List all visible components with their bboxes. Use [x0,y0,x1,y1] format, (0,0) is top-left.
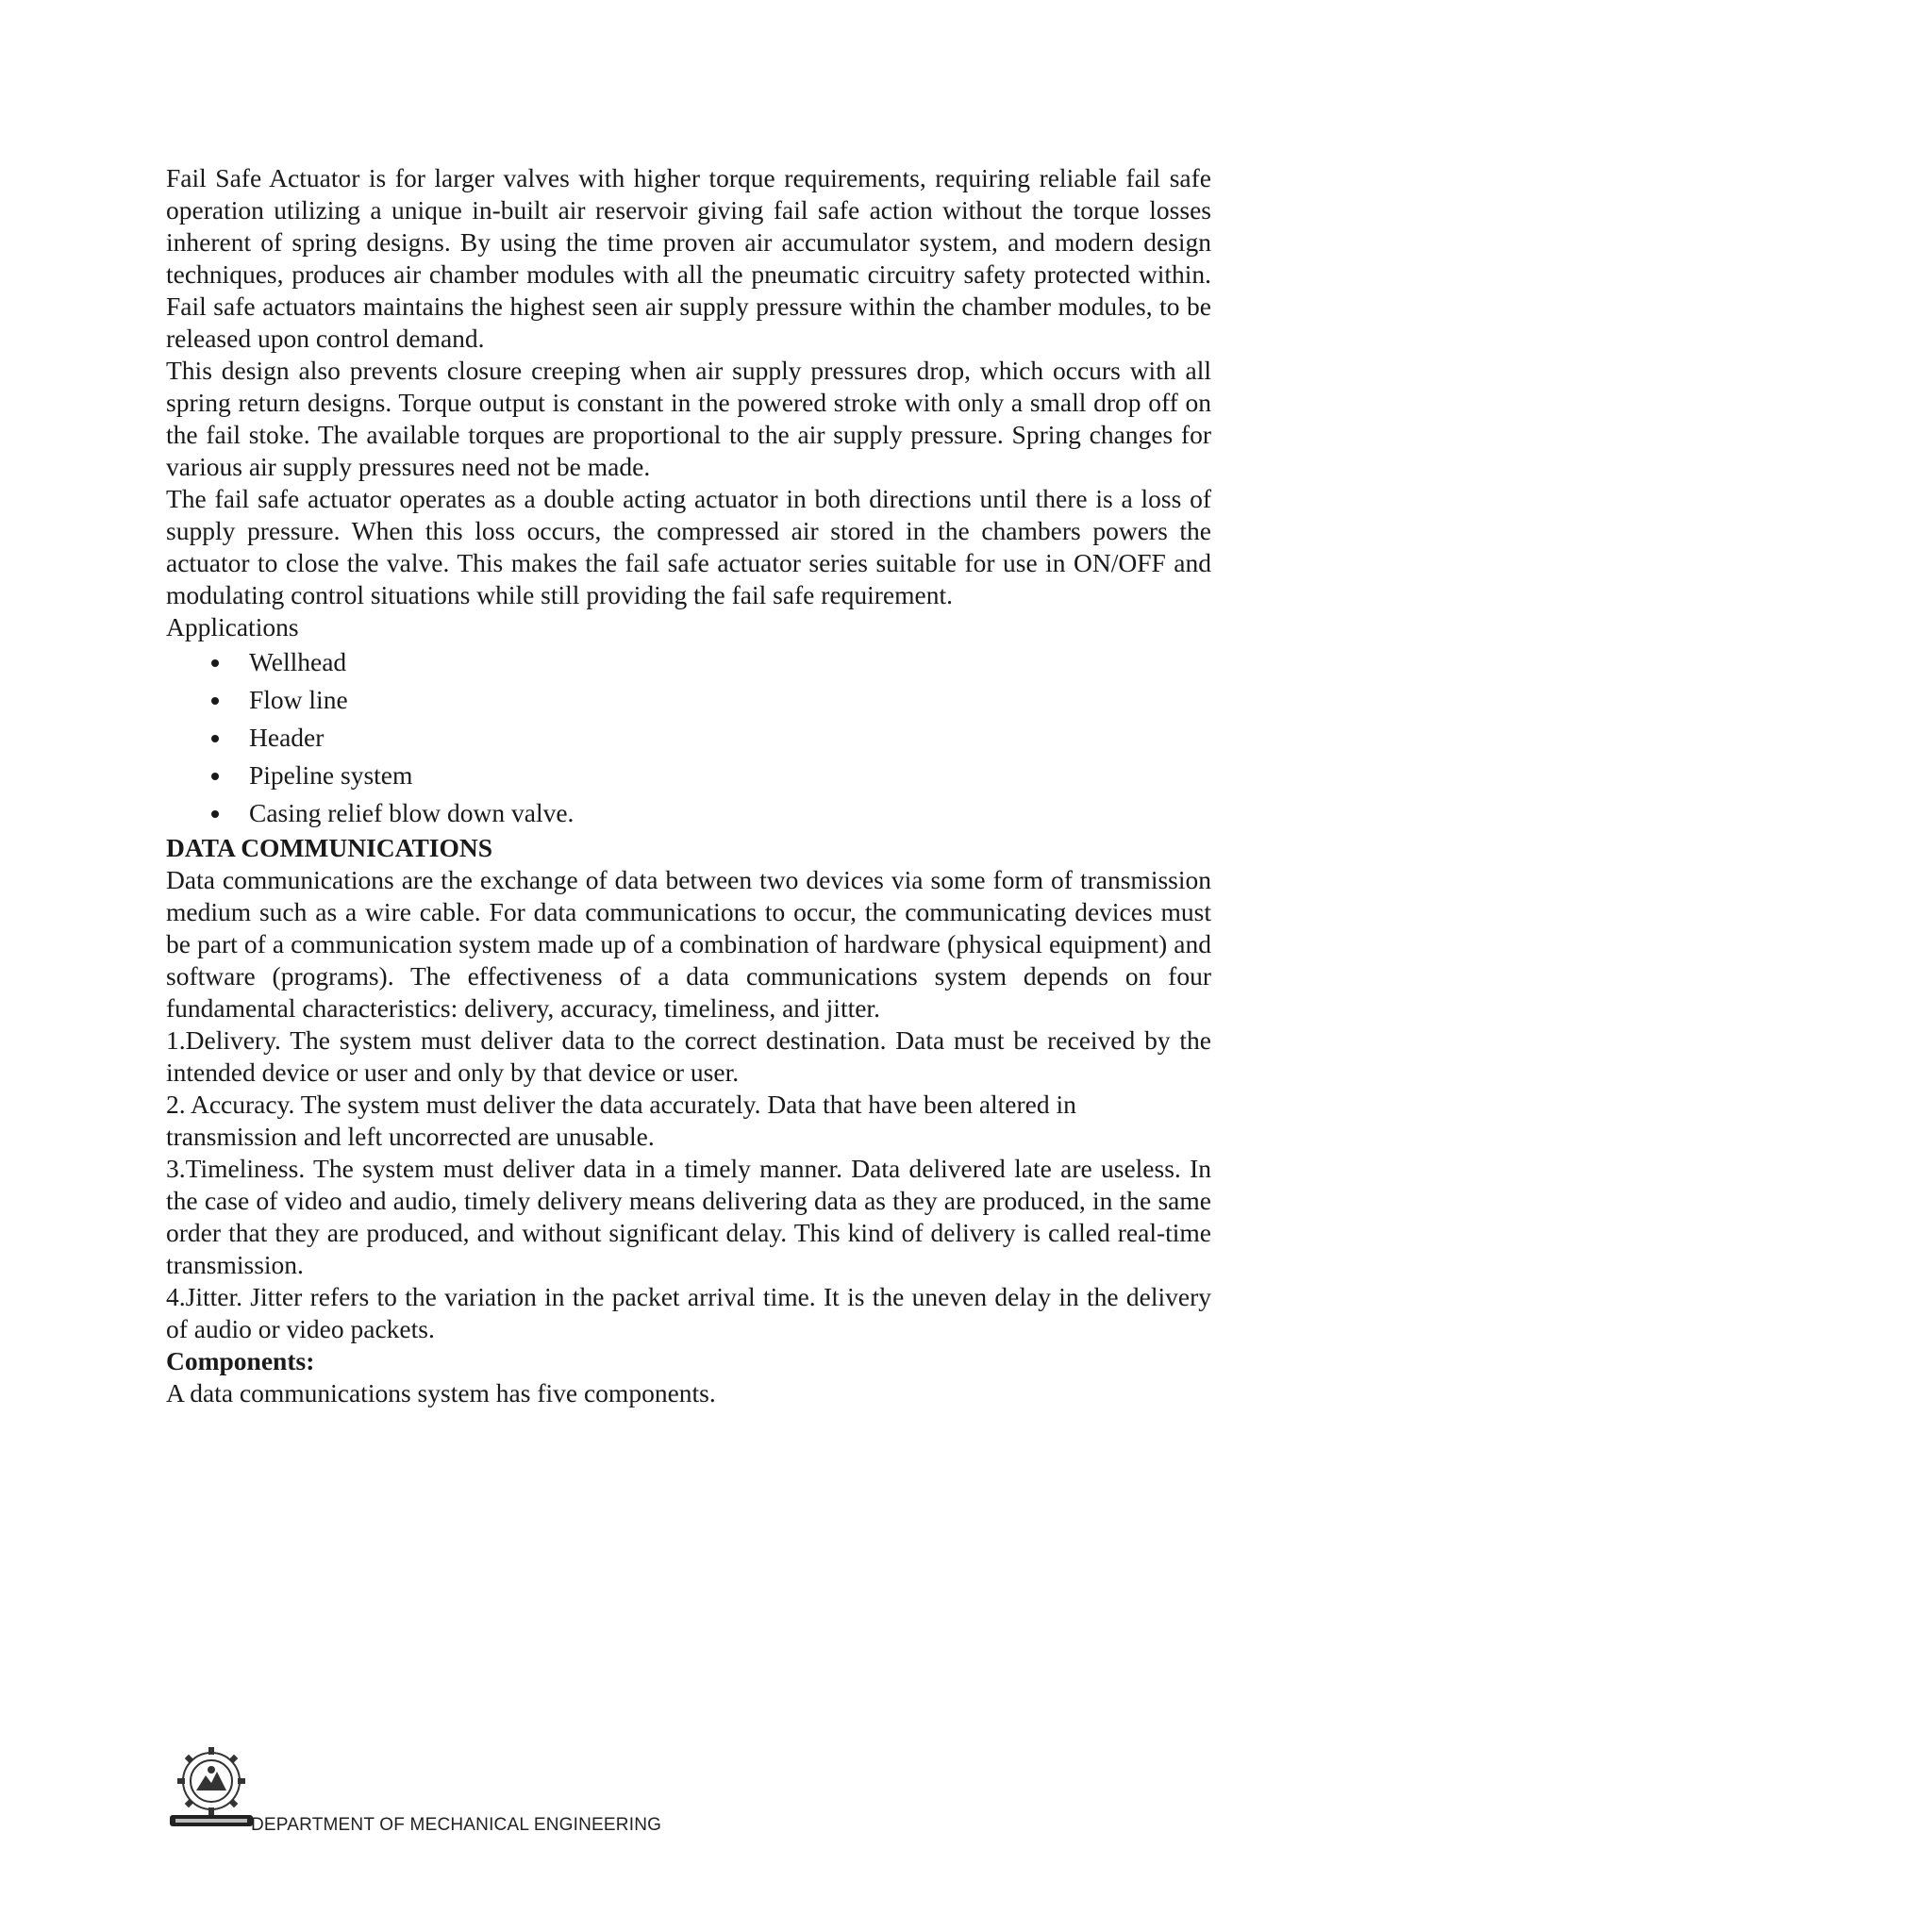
document-body [166,162,1211,1409]
data-communications-intro: Data communications are the exchange of data between two devices via some form of transmission medium such as a wire cable. For data communications to occur, the communicating devices must be part of a communication system made up of a combination of hardware (physical equipment) and software (programs). The effectiveness of a data communications system depends on four fundamental characteristics: delivery, accuracy, timeliness, and jitter. [166,865,1211,1023]
applications-label: Applications [166,612,299,641]
components-text: A data communications system has five components. [166,1378,716,1407]
fail-safe-paragraph-2: This design also prevents closure creeping when air supply pressures drop, which occurs with all spring return designs. Torque output is constant in the powered stroke with only a small drop off on the fail stoke. The available torques are proportional to the air supply pressure. Spring changes for various air supply pressures need not be made. [166,356,1211,481]
bullet-icon [211,773,219,780]
list-item: Casing relief blow down valve. [166,794,1211,832]
jitter-paragraph: 4.Jitter. Jitter refers to the variation in the packet arrival time. It is the uneven delay in the delivery of audio or video packets. [166,1282,1211,1343]
accuracy-paragraph: 2. Accuracy. The system must deliver the data accurately. Data that have been altered in transmission and left uncorrected are unusable. [166,1090,1076,1151]
page-footer [168,1743,828,1838]
applications-list [166,643,1211,832]
list-item: Pipeline system [166,757,1211,794]
bullet-icon [211,810,219,818]
list-item: Wellhead [166,643,1211,681]
components-heading: Components: [166,1346,315,1375]
fail-safe-paragraph-3: The fail safe actuator operates as a double acting actuator in both directions until there is a loss of supply pressure. When this loss occurs, the compressed air stored in the chambers powers the actuator to close the valve. This makes the fail safe actuator series suitable for use in ON/OFF and modulating control situations while still providing the fail safe requirement. [166,484,1211,609]
list-item: Flow line [166,681,1211,719]
bullet-icon [211,697,219,705]
department-name: DEPARTMENT OF MECHANICAL ENGINEERING [251,1815,662,1835]
fail-safe-paragraph-1: Fail Safe Actuator is for larger valves with higher torque requirements, requiring reliable fail safe operation utilizing a unique in-built air reservoir giving fail safe action without the torque losses inherent of spring designs. By using the time proven air accumulator system, and modern design techniques, produces air chamber modules with all the pneumatic circuitry safety protected within. Fail safe actuators maintains the highest seen air supply pressure within the chamber modules, to be released upon control demand. [166,163,1211,353]
college-emblem-icon [168,1743,255,1830]
bullet-icon [211,735,219,742]
data-communications-heading: DATA COMMUNICATIONS [166,833,493,862]
list-item: Header [166,719,1211,757]
delivery-paragraph: 1.Delivery. The system must deliver data to the correct destination. Data must be received by the intended device or user and only by that device or user. [166,1025,1211,1087]
timeliness-paragraph: 3.Timeliness. The system must deliver data in a timely manner. Data delivered late are useless. In the case of video and audio, timely delivery means delivering data as they are produced, in the same order that they are produced, and without significant delay. This kind of delivery is called real-time transmission. [166,1154,1211,1279]
bullet-icon [211,659,219,667]
